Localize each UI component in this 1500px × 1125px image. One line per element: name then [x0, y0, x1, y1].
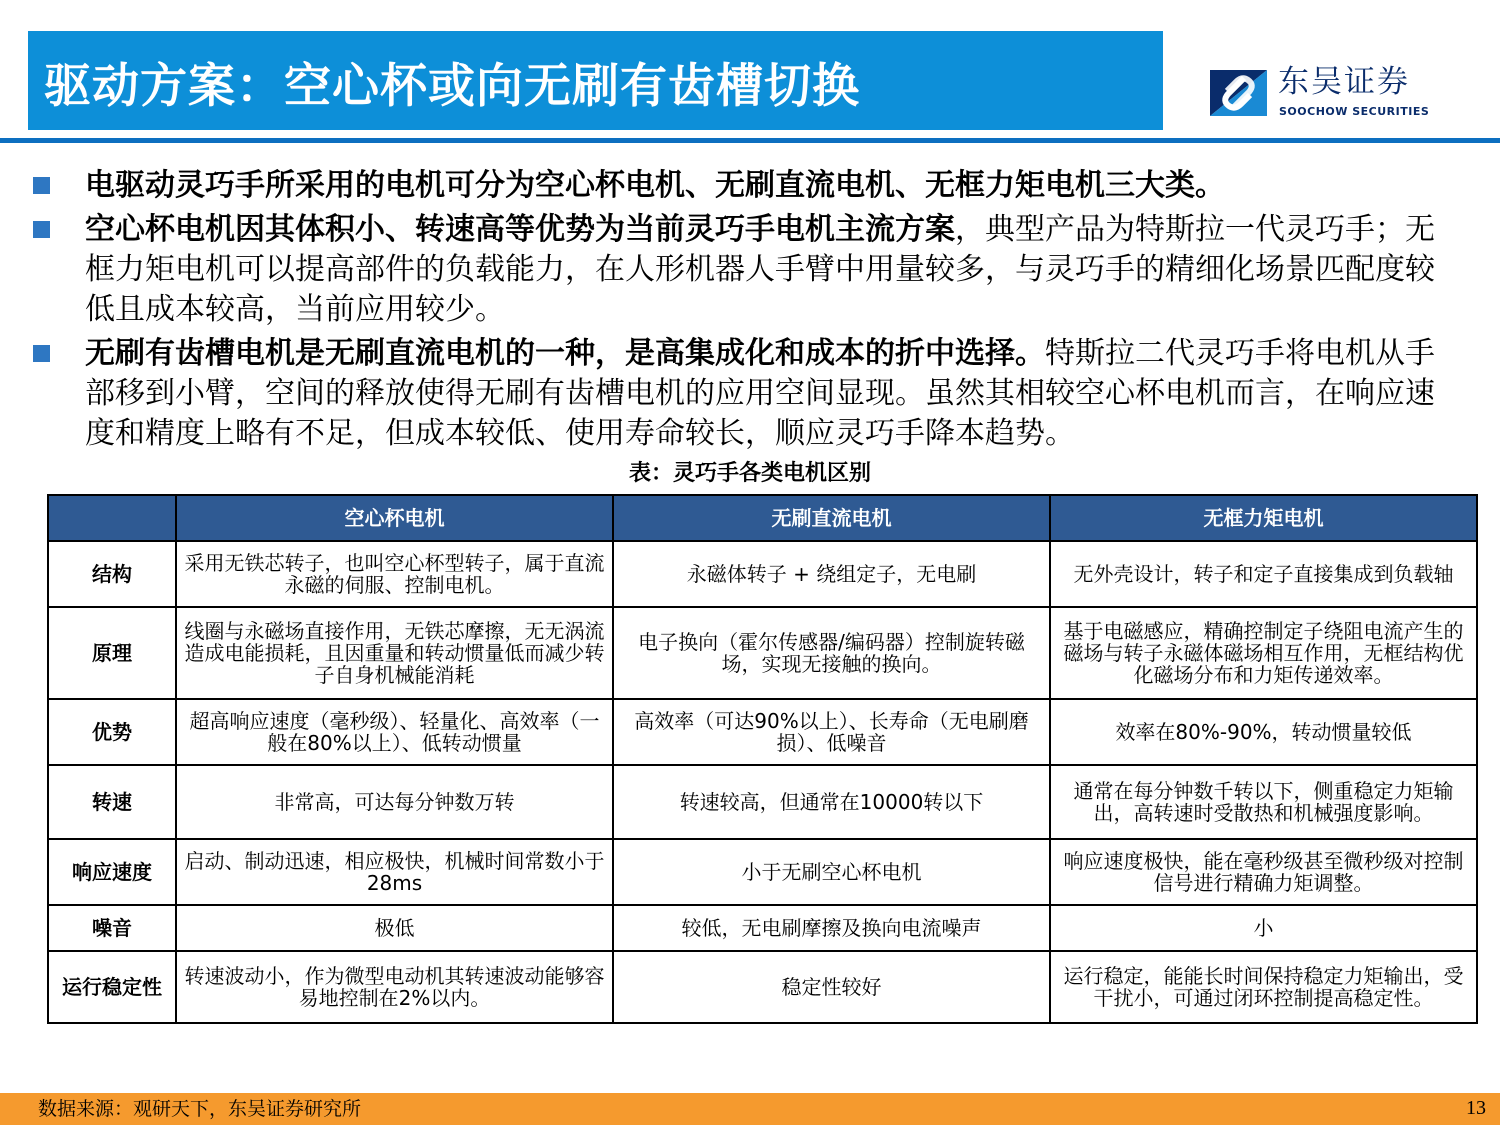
- table-cell: 线圈与永磁场直接作用，无铁芯摩擦，无无涡流造成电能损耗，且因重量和转动惯量低而减少转子自身机械能消耗: [176, 607, 613, 699]
- bullet-item: [30, 210, 1440, 330]
- bullet-item: [30, 334, 1440, 454]
- motor-comparison-table: [47, 494, 1478, 1024]
- bullet-square-icon: [33, 177, 50, 194]
- page-number: 13: [1466, 1097, 1486, 1119]
- table-cell: 采用无铁芯转子，也叫空心杯型转子，属于直流永磁的伺服、控制电机。: [176, 541, 613, 607]
- logo-mark-icon: [1210, 70, 1267, 116]
- row-header-cell: 结构: [48, 541, 176, 607]
- table-cell: 响应速度极快，能在毫秒级甚至微秒级对控制信号进行精确力矩调整。: [1050, 839, 1477, 905]
- slide-content: [0, 166, 1500, 1024]
- logo-text-en: SOOCHOW SECURITIES: [1279, 105, 1430, 118]
- table-row: [48, 541, 1477, 607]
- table-cell: 极低: [176, 905, 613, 951]
- source-note: 数据来源：观研天下，东吴证券研究所: [38, 1098, 362, 1120]
- logo-text-cn: 东吴证券: [1278, 64, 1410, 100]
- table-cell: 转速波动小，作为微型电动机其转速波动能够容易地控制在2%以内。: [176, 951, 613, 1023]
- row-header-cell: 噪音: [48, 905, 176, 951]
- table-cell: 电子换向（霍尔传感器/编码器）控制旋转磁场，实现无接触的换向。: [613, 607, 1050, 699]
- table-row: [48, 905, 1477, 951]
- row-header-cell: 转速: [48, 765, 176, 839]
- bullet-list: [30, 166, 1440, 458]
- bullet-square-icon: [33, 345, 50, 362]
- bullet-bold-text: 空心杯电机因其体积小、转速高等优势为当前灵巧手电机主流方案: [85, 212, 955, 247]
- row-header-cell: 原理: [48, 607, 176, 699]
- bullet-item: [30, 166, 1440, 206]
- table-row: [48, 699, 1477, 765]
- bullet-text: ，典型产品为特斯拉一代灵巧手；无框力矩电机可以提高部件的负载能力，在人形机器人手臂中用量较多，与灵巧手的精细化场景匹配度较低且成本较高，当前应用较少。: [85, 212, 1435, 327]
- table-cell: 小于无刷空心杯电机: [613, 839, 1050, 905]
- table-row: [48, 839, 1477, 905]
- table-cell: 非常高，可达每分钟数万转: [176, 765, 613, 839]
- table-cell: 通常在每分钟数千转以下，侧重稳定力矩输出，高转速时受散热和机械强度影响。: [1050, 765, 1477, 839]
- table-cell: 较低，无电刷摩擦及换向电流噪声: [613, 905, 1050, 951]
- row-header-cell: 优势: [48, 699, 176, 765]
- table-cell: 超高响应速度（毫秒级）、轻量化、高效率（一般在80%以上）、低转动惯量: [176, 699, 613, 765]
- title-bar: [28, 31, 1163, 130]
- header-cell: 无框力矩电机: [1050, 495, 1477, 541]
- table-header-row: [48, 495, 1477, 541]
- table-cell: 永磁体转子 + 绕组定子，无电刷: [613, 541, 1050, 607]
- header-cell: 无刷直流电机: [613, 495, 1050, 541]
- table-cell: 转速较高，但通常在10000转以下: [613, 765, 1050, 839]
- table-row: [48, 765, 1477, 839]
- table-cell: 小: [1050, 905, 1477, 951]
- row-header-cell: 响应速度: [48, 839, 176, 905]
- table-cell: 稳定性较好: [613, 951, 1050, 1023]
- table-cell: 运行稳定，能能长时间保持稳定力矩输出，受干扰小，可通过闭环控制提高稳定性。: [1050, 951, 1477, 1023]
- table-cell: 基于电磁感应，精确控制定子绕阻电流产生的磁场与转子永磁体磁场相互作用，无框结构优化磁场分布和力矩传递效率。: [1050, 607, 1477, 699]
- table-row: [48, 951, 1477, 1023]
- header-cell: 空心杯电机: [176, 495, 613, 541]
- bullet-bold-text: 无刷有齿槽电机是无刷直流电机的一种，是高集成化和成本的折中选择。: [85, 336, 1045, 371]
- footer-bar: [0, 1093, 1500, 1125]
- table-cell: 启动、制动迅速，相应极快，机械时间常数小于28ms: [176, 839, 613, 905]
- bullet-text: 特斯拉二代灵巧手将电机从手部移到小臂，空间的释放使得无刷有齿槽电机的应用空间显现。虽然其相较空心杯电机而言，在响应速度和精度上略有不足，但成本较低、使用寿命较长，顺应灵巧手降本趋势。: [85, 336, 1435, 451]
- bullet-square-icon: [33, 221, 50, 238]
- table-row: [48, 607, 1477, 699]
- table-cell: 无外壳设计，转子和定子直接集成到负载轴: [1050, 541, 1477, 607]
- row-header-cell: 运行稳定性: [48, 951, 176, 1023]
- header-divider: [0, 138, 1500, 143]
- table-cell: 效率在80%-90%，转动惯量较低: [1050, 699, 1477, 765]
- table-cell: 高效率（可达90%以上）、长寿命（无电刷磨损）、低噪音: [613, 699, 1050, 765]
- soochow-logo: [1210, 64, 1450, 124]
- header-cell: [48, 495, 176, 541]
- page-title: 驱动方案：空心杯或向无刷有齿槽切换: [44, 59, 860, 114]
- table-caption: 表：灵巧手各类电机区别: [628, 461, 871, 486]
- bullet-bold-text: 电驱动灵巧手所采用的电机可分为空心杯电机、无刷直流电机、无框力矩电机三大类。: [85, 168, 1225, 203]
